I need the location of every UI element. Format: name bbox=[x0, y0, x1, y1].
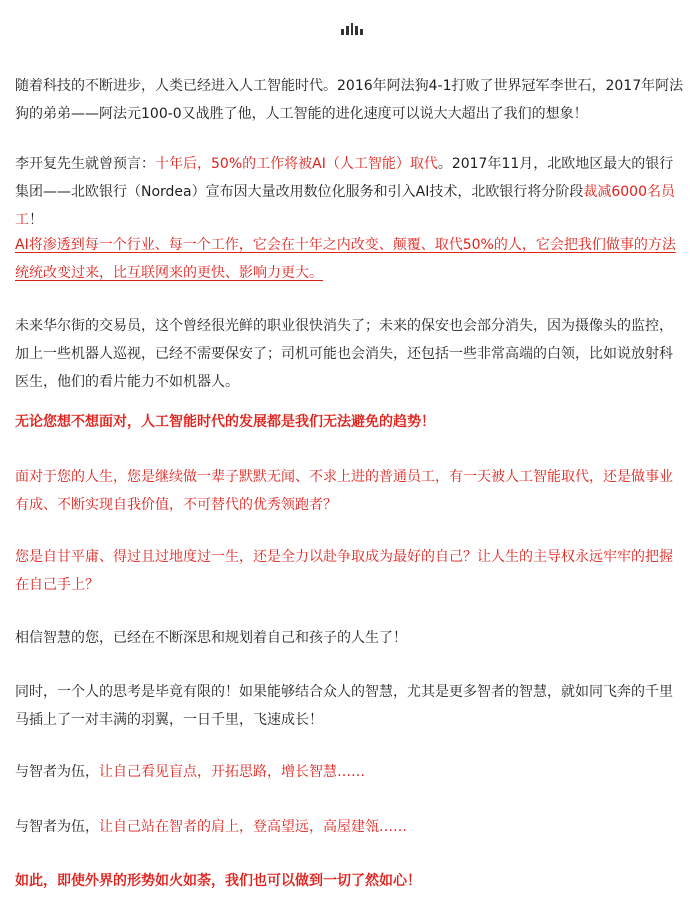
paragraph-collective: 同时，一个人的思考是毕竟有限的！如果能够结合众人的智慧，尤其是更多智者的智慧，就如同飞奔的千里马插上了一对丰满的羽翼，一日千里，飞速成长！ bbox=[15, 684, 673, 728]
paragraph-ai-impact: AI将渗透到每一个行业、每一个工作，它会在十年之内改变、颠覆、取代50%的人，它会把我们做事的方法统统改变过来，比互联网来的更快、影响力更大。 bbox=[15, 237, 676, 281]
prediction-body: 。2017年11月，北欧地区最大的银行集团——北欧银行（Nordea）宣布因大量改用数位化服务和引入AI技术，北欧银行将分阶段 bbox=[15, 156, 674, 200]
paragraph-intro: 随着科技的不断进步，人类已经进入人工智能时代。2016年阿法狗4-1打败了世界冠军李世石，2017年阿法狗的弟弟——阿法元100-0又战胜了他，人工智能的进化速度可以说大大超出了我们的想象！ bbox=[15, 78, 684, 122]
paragraph-prediction bbox=[15, 150, 685, 234]
paragraph-jobs: 未来华尔街的交易员，这个曾经很光鲜的职业很快消失了；未来的保安也会部分消失，因为摄像头的监控，加上一些机器人巡视，已经不需要保安了；司机可能也会消失，还包括一些非常高端的白领，比如说放射科医生，他们的看片能力不如机器人。 bbox=[15, 318, 673, 390]
layoff-highlight: 裁减6000名员工 bbox=[15, 184, 675, 228]
wise-company-highlight-1: 让自己看见盲点，开拓思路，增长智慧…… bbox=[99, 764, 365, 780]
paragraph-conclusion: 如此，即使外界的形势如火如荼，我们也可以做到一切了然如心！ bbox=[15, 873, 421, 889]
wise-company-highlight-2: 让自己站在智者的肩上，登高望远，高屋建瓴…… bbox=[99, 819, 407, 835]
paragraph-choice-career: 面对于您的人生，您是继续做一辈子默默无闻、不求上进的普通员工，有一天被人工智能取代，还是做事业有成、不断实现自我价值，不可替代的优秀领跑者？ bbox=[15, 469, 673, 513]
paragraph-wise-company-2 bbox=[15, 813, 685, 841]
wise-company-lead-2: 与智者为伍， bbox=[15, 819, 99, 835]
paragraph-wise-company-1 bbox=[15, 758, 685, 786]
prediction-lead: 李开复先生就曾预言： bbox=[15, 156, 155, 172]
paragraph-inevitable: 无论您想不想面对，人工智能时代的发展都是我们无法避免的趋势！ bbox=[15, 414, 435, 430]
bar-divider-icon bbox=[341, 23, 363, 35]
prediction-end: ！ bbox=[29, 212, 43, 228]
wise-company-lead-1: 与智者为伍， bbox=[15, 764, 99, 780]
paragraph-choice-life: 您是自甘平庸、得过且过地度过一生，还是全力以赴争取成为最好的自己？让人生的主导权永远牢牢的把握在自己手上？ bbox=[15, 549, 673, 593]
prediction-highlight: 十年后，50%的工作将被AI（人工智能）取代 bbox=[155, 156, 438, 172]
paragraph-wisdom: 相信智慧的您，已经在不断深思和规划着自己和孩子的人生了！ bbox=[15, 630, 407, 646]
